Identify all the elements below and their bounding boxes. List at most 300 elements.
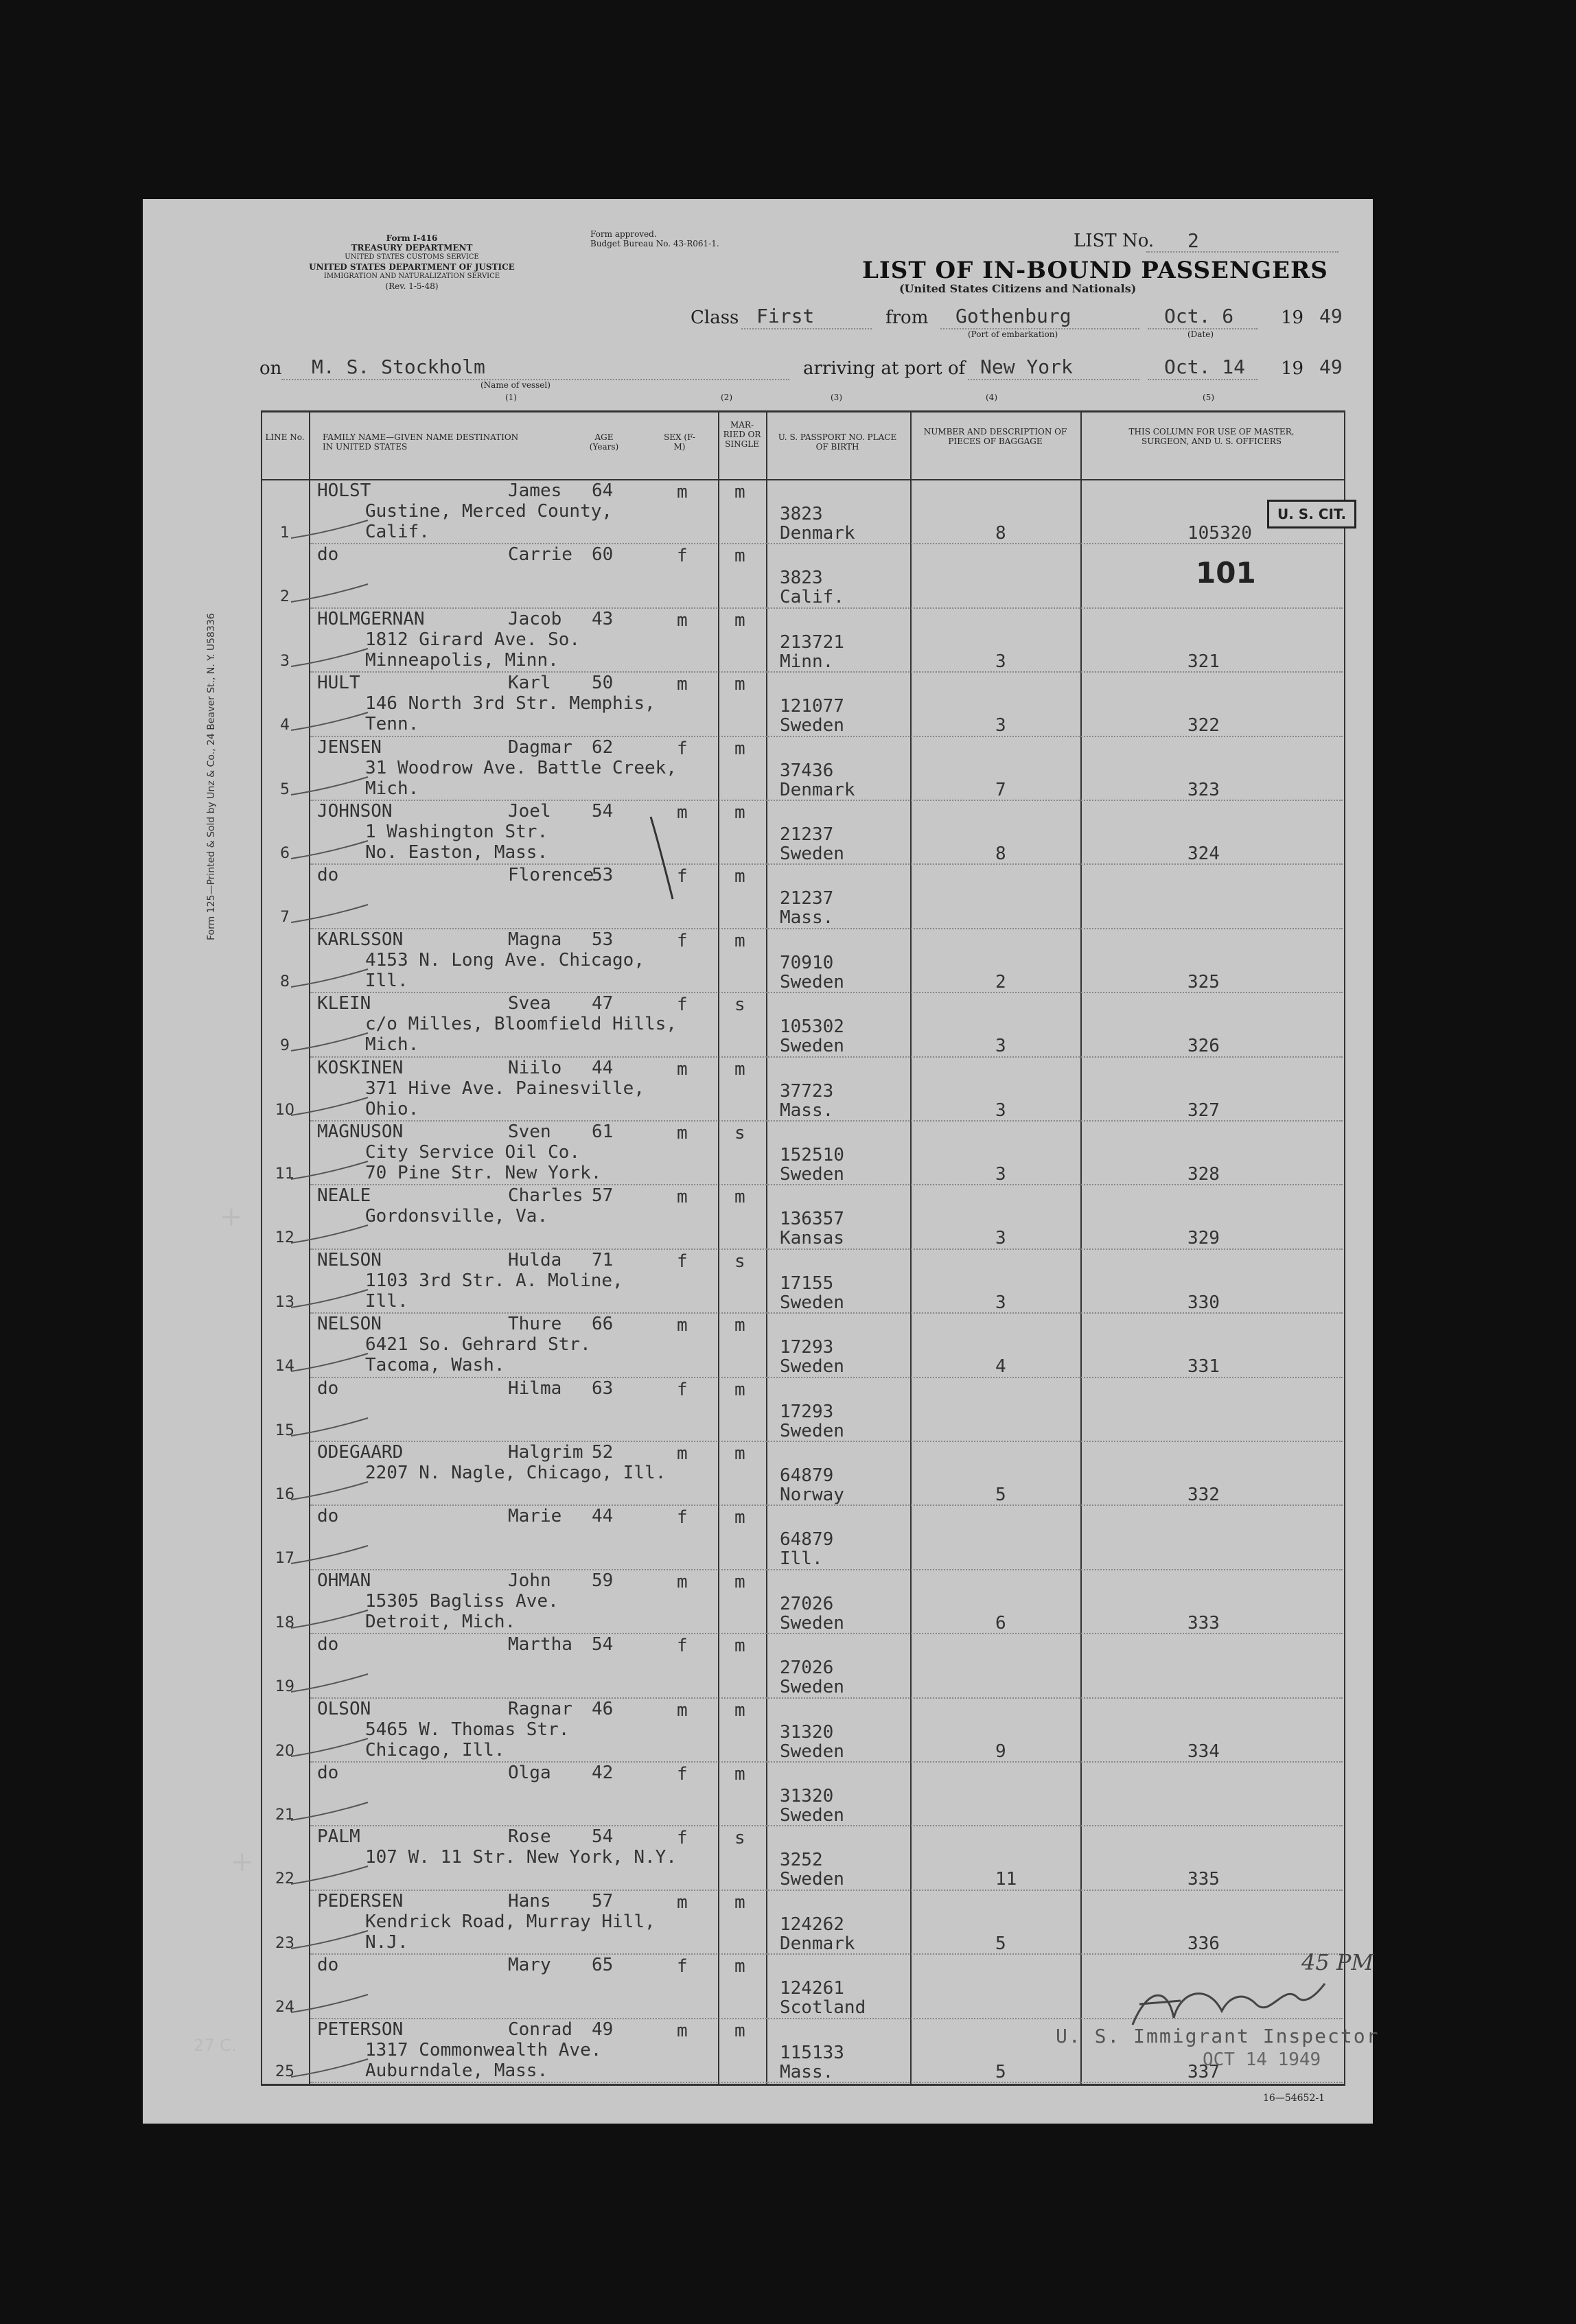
place-of-birth: Sweden — [780, 1420, 844, 1441]
officer-number: 336 — [1187, 1933, 1220, 1954]
row-rule — [310, 671, 1343, 673]
line-number: 12 — [275, 1229, 294, 1247]
passport-number: 152510 — [780, 1145, 844, 1165]
header-bottom-rule — [261, 479, 1345, 480]
class-rule — [741, 328, 872, 329]
passport-number: 64879 — [780, 1529, 834, 1550]
row-rule — [310, 1633, 1343, 1634]
place-of-birth: Sweden — [780, 1741, 844, 1762]
destination-line: 5465 W. Thomas Str. — [365, 1719, 570, 1740]
port-rule — [968, 379, 1139, 380]
family-name: do — [317, 1378, 339, 1399]
baggage-count: 11 — [995, 1869, 1017, 1890]
destination-line: c/o Milles, Bloomfield Hills, — [365, 1014, 677, 1035]
col-header-line-no: LINE No. — [265, 432, 305, 442]
row-rule — [310, 1504, 1343, 1506]
given-name: James — [508, 480, 562, 501]
row-tick-mark — [288, 838, 371, 865]
destination-line: 371 Hive Ave. Painesville, — [365, 1078, 645, 1099]
passport-number: 70910 — [780, 952, 834, 973]
destination-line: 31 Woodrow Ave. Battle Creek, — [365, 757, 677, 778]
age: 54 — [592, 1634, 614, 1655]
destination-line: 15305 Bagliss Ave. — [365, 1590, 559, 1612]
place-of-birth: Sweden — [780, 1356, 844, 1378]
place-of-birth: Sweden — [780, 1677, 844, 1698]
class-label: Class — [691, 307, 739, 328]
given-name: Carrie — [508, 544, 572, 566]
officer-number: 328 — [1187, 1164, 1220, 1185]
given-name: Charles — [508, 1185, 583, 1207]
col-header-family-name: FAMILY NAME—GIVEN NAME DESTINATION IN UNITED STATES — [323, 432, 519, 452]
officer-number: 323 — [1187, 779, 1220, 800]
given-name: Joel — [508, 801, 551, 822]
given-name: Sven — [508, 1122, 551, 1142]
page-subtitle: (United States Citizens and Nationals) — [899, 282, 1137, 295]
place-of-birth: Minn. — [780, 651, 834, 672]
destination-line: Chicago, Ill. — [365, 1739, 505, 1761]
age: 62 — [592, 736, 614, 758]
margin-cross-mark: + — [220, 1201, 243, 1233]
given-name: Hulda — [508, 1249, 562, 1270]
marital-status: m — [734, 738, 745, 759]
marital-status: m — [734, 674, 745, 695]
list-no-label: LIST No. — [1074, 231, 1155, 251]
row-tick-mark — [288, 1479, 371, 1507]
family-name: MAGNUSON — [317, 1122, 404, 1142]
given-name: Olga — [508, 1763, 551, 1783]
marital-status: m — [734, 930, 745, 951]
baggage-count: 4 — [995, 1356, 1006, 1378]
age: 49 — [592, 2019, 614, 2040]
age: 57 — [592, 1185, 614, 1207]
place-of-birth: Sweden — [780, 1292, 844, 1313]
family-name: NEALE — [317, 1185, 371, 1207]
age: 44 — [592, 1506, 614, 1527]
row-rule — [310, 1120, 1343, 1122]
family-name: HOLMGERNAN — [317, 608, 425, 629]
line-number: 4 — [280, 717, 290, 734]
given-name: John — [508, 1570, 551, 1591]
passport-number: 31320 — [780, 1721, 834, 1743]
row-rule — [310, 800, 1343, 801]
given-name: Florence — [508, 865, 594, 886]
baggage-count: 3 — [995, 1036, 1006, 1057]
arrival-year-prefix: 19 — [1281, 358, 1304, 379]
passport-number: 213721 — [780, 631, 844, 653]
line-number: 3 — [280, 652, 290, 670]
line-number: 23 — [275, 1934, 294, 1952]
place-of-birth: Kansas — [780, 1228, 844, 1249]
line-number: 10 — [275, 1101, 294, 1119]
sex: f — [677, 1636, 688, 1657]
destination-line: City Service Oil Co. — [365, 1142, 581, 1163]
sex: m — [677, 1058, 688, 1080]
destination-line: 1 Washington Str. — [365, 822, 548, 842]
destination-line: Calif. — [365, 522, 430, 542]
baggage-count: 3 — [995, 1100, 1006, 1121]
page-title: LIST OF IN-BOUND PASSENGERS — [862, 257, 1328, 284]
budget-bureau: Budget Bureau No. 43-R061-1. — [590, 239, 719, 248]
given-name: Rose — [508, 1826, 551, 1848]
line-number: 14 — [275, 1358, 294, 1375]
line-number: 20 — [275, 1742, 294, 1760]
baggage-count: 5 — [995, 2061, 1006, 2082]
from-value: Gothenburg — [955, 305, 1071, 327]
given-name: Hans — [508, 1890, 551, 1912]
revision: (Rev. 1-5-48) — [385, 281, 439, 291]
age: 54 — [592, 1826, 614, 1848]
destination-line: 6421 So. Gehrard Str. — [365, 1334, 591, 1356]
age: 66 — [592, 1314, 614, 1335]
place-of-birth: Sweden — [780, 1612, 844, 1634]
row-tick-mark — [288, 1351, 371, 1378]
place-of-birth: Sweden — [780, 1164, 844, 1185]
inspector-date-stamp: OCT 14 1949 — [1203, 2049, 1321, 2070]
arrival-date-rule — [1148, 379, 1258, 380]
destination-line: 4153 N. Long Ave. Chicago, — [365, 949, 645, 971]
age: 61 — [592, 1122, 614, 1142]
family-name: do — [317, 1634, 339, 1655]
marital-status: m — [734, 482, 745, 502]
age: 42 — [592, 1763, 614, 1783]
sex: f — [677, 1764, 688, 1785]
age: 59 — [592, 1570, 614, 1591]
place-of-birth: Norway — [780, 1485, 844, 1505]
baggage-count: 7 — [995, 779, 1006, 800]
baggage-count: 3 — [995, 1292, 1006, 1313]
sex: m — [677, 1315, 688, 1336]
row-tick-mark — [288, 646, 371, 673]
age: 57 — [592, 1890, 614, 1912]
given-name: Hilma — [508, 1378, 562, 1399]
destination-line: Tacoma, Wash. — [365, 1355, 505, 1376]
sex: f — [677, 1251, 688, 1272]
destination-line: Kendrick Road, Murray Hill, — [365, 1911, 656, 1932]
line-number: 5 — [280, 780, 290, 798]
sex: m — [677, 1571, 688, 1592]
row-tick-mark — [288, 902, 371, 929]
destination-line: Detroit, Mich. — [365, 1611, 516, 1632]
age: 71 — [592, 1249, 614, 1270]
passport-number: 17293 — [780, 1337, 834, 1358]
sex: m — [677, 802, 688, 823]
inspector-signature — [1126, 1963, 1332, 2045]
sex: f — [677, 546, 688, 567]
marital-status: m — [734, 1636, 745, 1657]
marital-status: s — [734, 995, 745, 1016]
form-header-left — [247, 233, 577, 291]
officer-number: 332 — [1187, 1485, 1220, 1505]
family-name: do — [317, 1506, 339, 1527]
footer-left-code: 27 C. — [194, 2036, 237, 2055]
line-number: 15 — [275, 1421, 294, 1439]
passport-number: 3823 — [780, 504, 823, 524]
arrival-year: 49 — [1319, 356, 1343, 378]
arrival-port: New York — [980, 356, 1073, 378]
sex: f — [677, 995, 688, 1016]
passport-number: 37436 — [780, 760, 834, 781]
sex: m — [677, 1443, 688, 1464]
destination-line: Auburndale, Mass. — [365, 2060, 548, 2081]
place-of-birth: Scotland — [780, 1997, 866, 2019]
passport-number: 3252 — [780, 1850, 823, 1871]
given-name: Martha — [508, 1634, 572, 1655]
age: 54 — [592, 801, 614, 822]
marital-status: m — [734, 1443, 745, 1464]
ins-service: IMMIGRATION AND NATURALIZATION SERVICE — [323, 272, 500, 280]
officer-number: 324 — [1187, 844, 1220, 864]
marital-status: m — [734, 802, 745, 823]
line-number: 21 — [275, 1806, 294, 1824]
destination-line: 1317 Commonwealth Ave. — [365, 2039, 602, 2060]
officer-number: 329 — [1187, 1228, 1220, 1249]
marital-status: s — [734, 1251, 745, 1272]
marital-status: m — [734, 1764, 745, 1785]
baggage-count: 3 — [995, 1228, 1006, 1249]
row-tick-mark — [288, 1800, 371, 1827]
row-tick-mark — [288, 518, 371, 545]
col-num-5: (5) — [1203, 393, 1214, 402]
check-mark — [645, 810, 686, 906]
baggage-count: 6 — [995, 1612, 1006, 1634]
justice-dept: UNITED STATES DEPARTMENT OF JUSTICE — [309, 262, 515, 272]
row-tick-mark — [288, 1607, 371, 1635]
destination-line: N.J. — [365, 1931, 408, 1953]
age: 50 — [592, 673, 614, 694]
list-no-rule — [1146, 251, 1339, 253]
marital-status: m — [734, 1379, 745, 1400]
row-rule — [310, 1248, 1343, 1250]
destination-line: Tenn. — [365, 714, 419, 735]
family-name: KARLSSON — [317, 929, 404, 950]
family-name: OHMAN — [317, 1570, 371, 1591]
officer-number: 327 — [1187, 1100, 1220, 1121]
col-header-passport: U. S. PASSPORT NO. PLACE OF BIRTH — [778, 432, 897, 452]
passport-number: 115133 — [780, 2042, 844, 2063]
marital-status: s — [734, 1123, 745, 1143]
passport-number: 64879 — [780, 1465, 834, 1486]
baggage-count: 3 — [995, 1164, 1006, 1185]
sex: m — [677, 2020, 688, 2041]
row-rule — [310, 607, 1343, 609]
row-rule — [310, 1377, 1343, 1378]
family-name: KOSKINEN — [317, 1057, 404, 1078]
row-tick-mark — [288, 1863, 371, 1891]
marital-status: m — [734, 1507, 745, 1529]
table-bottom-rule — [261, 2084, 1345, 2086]
place-of-birth: Mass. — [780, 1100, 834, 1121]
place-of-birth: Sweden — [780, 1805, 844, 1826]
footer-right-code: 16—54652-1 — [1263, 2093, 1325, 2104]
age: 60 — [592, 544, 614, 566]
place-of-birth: Sweden — [780, 844, 844, 864]
destination-line: Ill. — [365, 970, 408, 991]
marital-status: m — [734, 1892, 745, 1913]
baggage-count: 3 — [995, 715, 1006, 736]
col-header-age: AGE (Years) — [589, 432, 619, 452]
destination-line: 2207 N. Nagle, Chicago, Ill. — [365, 1463, 667, 1483]
line-number: 13 — [275, 1293, 294, 1311]
line-number: 2 — [280, 588, 290, 606]
passport-number: 17155 — [780, 1273, 834, 1294]
place-of-birth: Sweden — [780, 715, 844, 736]
destination-line: 1103 3rd Str. A. Moline, — [365, 1270, 623, 1291]
arriving-label: arriving at port of — [803, 358, 966, 379]
family-name: PETERSON — [317, 2019, 404, 2040]
given-name: Halgrim — [508, 1442, 583, 1463]
sex: m — [677, 482, 688, 502]
given-name: Karl — [508, 673, 551, 694]
margin-cross-mark: + — [231, 1846, 254, 1878]
handwritten-time: 45 PM — [1301, 1949, 1374, 1975]
place-of-birth: Denmark — [780, 523, 855, 544]
line-number: 6 — [280, 845, 290, 862]
customs-service: UNITED STATES CUSTOMS SERVICE — [345, 253, 479, 261]
family-name: OLSON — [317, 1698, 371, 1719]
line-number: 24 — [275, 1999, 294, 2017]
given-name: Niilo — [508, 1057, 562, 1078]
officer-number: 333 — [1187, 1612, 1220, 1634]
age: 64 — [592, 480, 614, 501]
sex: f — [677, 1956, 688, 1977]
row-rule — [310, 1569, 1343, 1570]
arrival-date: Oct. 14 — [1164, 356, 1246, 378]
row-tick-mark — [288, 1222, 371, 1250]
given-name: Thure — [508, 1314, 562, 1335]
line-number: 8 — [280, 973, 290, 990]
from-label: from — [885, 307, 929, 328]
destination-line: No. Easton, Mass. — [365, 842, 548, 863]
table-top-rule — [261, 410, 1345, 412]
sex: f — [677, 738, 688, 759]
row-tick-mark — [288, 1671, 371, 1699]
sex: f — [677, 866, 688, 887]
age: 47 — [592, 993, 614, 1014]
destination-line: Gordonsville, Va. — [365, 1206, 548, 1227]
given-name: Ragnar — [508, 1698, 572, 1719]
sex: m — [677, 1699, 688, 1721]
inspector-stamp: U. S. Immigrant Inspector — [1056, 2025, 1380, 2047]
row-tick-mark — [288, 1543, 371, 1570]
officer-number: 325 — [1187, 971, 1220, 992]
passport-number: 3823 — [780, 568, 823, 589]
sex: f — [677, 930, 688, 951]
officer-number: 105320 — [1187, 523, 1252, 544]
officer-number: 331 — [1187, 1356, 1220, 1378]
passenger-count-stamp: 101 — [1196, 556, 1256, 590]
depart-year-prefix: 19 — [1281, 307, 1304, 328]
officer-number: 322 — [1187, 715, 1220, 736]
age: 43 — [592, 608, 614, 629]
row-tick-mark — [288, 1928, 371, 1955]
place-of-birth: Mass. — [780, 907, 834, 929]
row-rule — [310, 543, 1343, 544]
passport-number: 27026 — [780, 1593, 834, 1614]
baggage-count: 3 — [995, 651, 1006, 672]
family-name: do — [317, 544, 339, 566]
row-rule — [310, 863, 1343, 865]
family-name: NELSON — [317, 1314, 382, 1335]
sex: m — [677, 1892, 688, 1913]
marital-status: m — [734, 1315, 745, 1336]
list-no-value: 2 — [1187, 229, 1199, 252]
given-name: Jacob — [508, 608, 562, 629]
place-of-birth: Sweden — [780, 1036, 844, 1057]
passport-number: 105302 — [780, 1016, 844, 1038]
place-of-birth: Denmark — [780, 779, 855, 800]
form-number: Form I-416 — [386, 233, 438, 243]
row-tick-mark — [288, 710, 371, 737]
baggage-count: 5 — [995, 1485, 1006, 1505]
place-of-birth: Sweden — [780, 971, 844, 992]
passport-number: 124262 — [780, 1914, 844, 1935]
family-name: do — [317, 1763, 339, 1783]
table-left-rule — [261, 410, 262, 2085]
row-tick-mark — [288, 1095, 371, 1122]
col-header-officers: THIS COLUMN FOR USE OF MASTER, SURGEON, AND U. S. OFFICERS — [1128, 427, 1295, 446]
line-number: 9 — [280, 1037, 290, 1055]
date-note: (Date) — [1187, 329, 1214, 339]
form-approval — [590, 229, 719, 248]
row-rule — [310, 736, 1343, 737]
passport-number: 31320 — [780, 1786, 834, 1806]
line-number: 11 — [275, 1165, 294, 1183]
age: 63 — [592, 1378, 614, 1399]
family-name: HOLST — [317, 480, 371, 501]
row-rule — [310, 1441, 1343, 1442]
treasury-dept: TREASURY DEPARTMENT — [351, 243, 473, 253]
age: 44 — [592, 1057, 614, 1078]
sex: f — [677, 1828, 688, 1849]
officer-number: 337 — [1187, 2061, 1220, 2082]
form-approved: Form approved. — [590, 229, 657, 239]
sex: f — [677, 1507, 688, 1529]
destination-line: Minneapolis, Minn. — [365, 649, 559, 671]
from-note: (Port of embarkation) — [968, 329, 1058, 339]
row-tick-mark — [288, 966, 371, 994]
baggage-count: 2 — [995, 971, 1006, 992]
family-name: KLEIN — [317, 993, 371, 1014]
col-num-3: (3) — [831, 393, 842, 402]
col-num-1: (1) — [505, 393, 517, 402]
col-header-sex: SEX (F-M) — [664, 432, 695, 452]
sex: m — [677, 609, 688, 631]
row-rule — [310, 1697, 1343, 1699]
destination-line: Mich. — [365, 778, 419, 799]
line-number: 17 — [275, 1550, 294, 1568]
line-number: 22 — [275, 1870, 294, 1888]
depart-year: 49 — [1319, 305, 1343, 327]
destination-line: Gustine, Merced County, — [365, 501, 613, 522]
row-rule — [310, 1056, 1343, 1058]
row-rule — [310, 1312, 1343, 1314]
officer-number: 326 — [1187, 1036, 1220, 1057]
marital-status: m — [734, 1571, 745, 1592]
row-tick-mark — [288, 2056, 371, 2084]
sex: m — [677, 1187, 688, 1208]
age: 53 — [592, 929, 614, 950]
line-number: 19 — [275, 1678, 294, 1696]
row-rule — [310, 992, 1343, 993]
sex: f — [677, 1379, 688, 1400]
officer-number: 330 — [1187, 1292, 1220, 1313]
family-name: JOHNSON — [317, 801, 393, 822]
line-number: 16 — [275, 1486, 294, 1503]
class-value: First — [756, 305, 815, 327]
line-number: 18 — [275, 1614, 294, 1631]
row-tick-mark — [288, 581, 371, 609]
row-tick-mark — [288, 1030, 371, 1058]
